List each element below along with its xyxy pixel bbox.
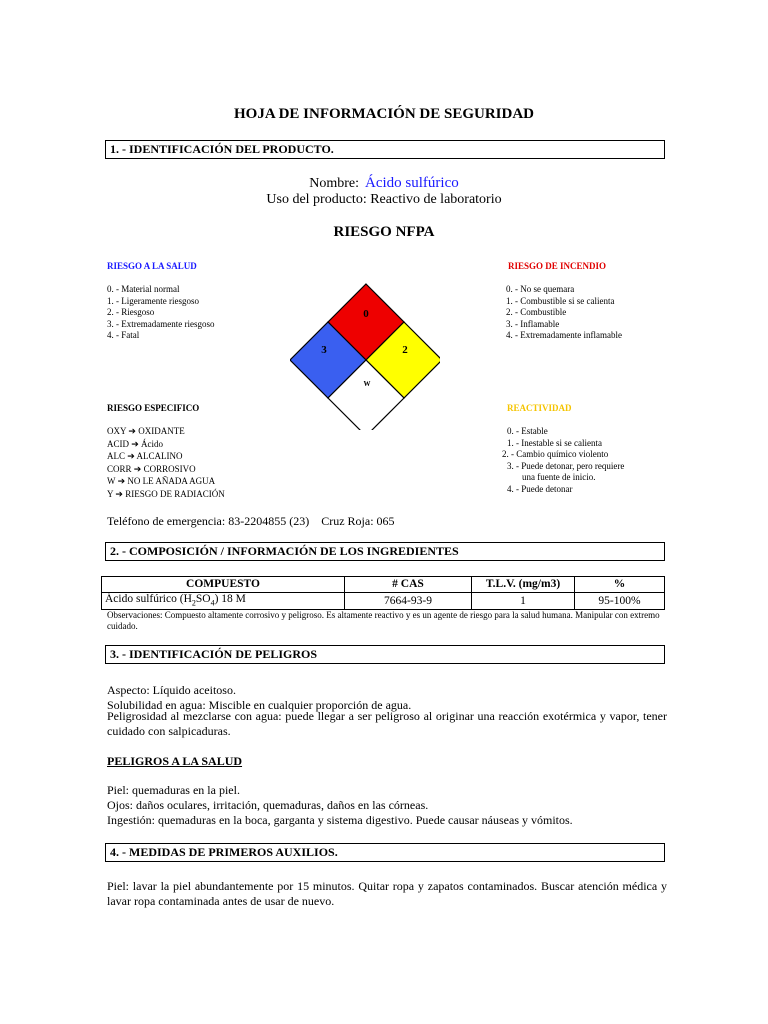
table-row (102, 593, 665, 610)
section-3-heading: 3. - IDENTIFICACIÓN DE PELIGROS (105, 645, 665, 664)
specific-risk-code: OXY (107, 426, 129, 436)
column-header-percent: % (575, 577, 665, 593)
reactivity-list-item: 0. - Estable (507, 426, 548, 436)
specific-risk-code: ALC (107, 451, 128, 461)
specific-risk-heading: RIESGO ESPECIFICO (107, 403, 200, 413)
arrow-right-icon: ➔ (133, 464, 142, 475)
reactivity-list (502, 426, 624, 495)
first-aid-skin-text: Piel: lavar la piel abundantemente por 15 minutos. Quitar ropa y zapatos contaminados. Buscar atención médica y lavar ropa contaminada antes de usar de nuevo. (107, 879, 667, 908)
health-risk-list-item: 1. - Ligeramente riesgoso (107, 295, 199, 306)
nfpa-reactivity-value: 2 (402, 344, 408, 356)
column-header-cas: # CAS (345, 577, 472, 593)
specific-risk-code: W (107, 476, 118, 486)
specific-risk-label: ALCALINO (134, 451, 183, 461)
section-1-heading: 1. - IDENTIFICACIÓN DEL PRODUCTO. (105, 140, 665, 159)
health-risk-list-item: 4. - Fatal (107, 330, 140, 340)
tlv-cell: 1 (472, 593, 575, 610)
reactivity-list-item: 2. - Cambio químico violento (502, 449, 609, 459)
nfpa-special-value: W (363, 380, 371, 388)
specific-risk-item (107, 464, 225, 477)
observations: Observaciones: Compuesto altamente corrosivo y peligroso. Es altamente reactivo y es un agente de riesgo para la salud humana. Manipular con extremo cuidado. (107, 610, 660, 631)
aspect-text: Aspecto: Líquido aceitoso. (107, 683, 236, 697)
specific-risk-code: CORR (107, 463, 134, 474)
column-header-tlv: T.L.V. (mg/m3) (472, 577, 575, 593)
danger-text: Peligrosidad al mezclarse con agua: puede llegar a ser peligroso al originar una reacción exotérmica y vapor, tener cuidado con salpicaduras. (107, 709, 667, 738)
specific-risk-label: NO LE AÑADA AGUA (125, 476, 216, 486)
specific-risk-label: RIESGO DE RADIACIÓN (122, 488, 225, 499)
solubility-text: Solubilidad en agua: Miscible en cualquier proporción de agua. (107, 698, 412, 712)
product-use: Uso del producto: Reactivo de laboratorio (266, 192, 502, 207)
nfpa-title: RIESGO NFPA (333, 224, 435, 240)
fire-risk-list-item: 3. - Inflamable (506, 318, 560, 329)
product-name-line (0, 175, 768, 192)
fire-risk-list-item: 2. - Combustible (506, 307, 567, 317)
section-4-heading: 4. - MEDIDAS DE PRIMEROS AUXILIOS. (105, 843, 665, 862)
specific-risk-label: OXIDANTE (135, 426, 185, 436)
percent-cell: 95-100% (575, 593, 665, 610)
health-hazards-heading: PELIGROS A LA SALUD (107, 754, 243, 768)
arrow-right-icon: ➔ (115, 489, 123, 500)
specific-risk-code: ACID (107, 438, 132, 449)
health-risk-list (107, 284, 214, 342)
health-risk-list-item: 3. - Extremadamente riesgoso (107, 318, 215, 329)
specific-risk-item (107, 489, 225, 502)
product-name: Ácido sulfúrico (365, 175, 459, 191)
arrow-right-icon: ➔ (127, 452, 135, 462)
reactivity-heading: REACTIVIDAD (507, 403, 572, 413)
specific-risk-code: Y (107, 488, 116, 499)
fire-risk-heading: RIESGO DE INCENDIO (508, 261, 607, 271)
fire-risk-list-item: 4. - Extremadamente inflamable (506, 330, 622, 340)
specific-risk-label: CORROSIVO (141, 463, 196, 474)
nfpa-fire-value: 0 (363, 308, 369, 320)
nfpa-health-value: 3 (321, 344, 327, 356)
reactivity-list-item: 3. - Puede detonar, pero requiere (507, 460, 625, 471)
specific-risk-item (107, 451, 225, 464)
health-risk-heading: RIESGO A LA SALUD (107, 261, 197, 271)
nfpa-diamond (290, 280, 440, 430)
composition-table (101, 576, 665, 610)
section-2-heading: 2. - COMPOSICIÓN / INFORMACIÓN DE LOS INGREDIENTES (105, 542, 665, 561)
fire-risk-list (506, 284, 622, 342)
health-risk-list-item: 0. - Material normal (107, 284, 180, 294)
fire-risk-list-item: 1. - Combustible si se calienta (506, 295, 615, 306)
specific-risk-item (107, 426, 225, 439)
reactivity-list-item: 4. - Puede detonar (507, 483, 573, 494)
emergency-phone: Teléfono de emergencia: 83-2204855 (23) Cruz Roja: 065 (107, 514, 395, 528)
document-title: HOJA DE INFORMACIÓN DE SEGURIDAD (233, 106, 535, 122)
specific-risk-label: Ácido (138, 438, 164, 449)
product-name-label: Nombre: (309, 176, 360, 191)
table-header-row (102, 577, 665, 593)
specific-risk-item (107, 476, 225, 489)
reactivity-list-item: una fuente de inicio. (522, 472, 596, 482)
column-header-compound: COMPUESTO (102, 577, 345, 593)
reactivity-list-item: 1. - Inestable si se calienta (507, 437, 602, 448)
compound-cell: Ácido sulfúrico $(H_2SO_4)$ 18 M (102, 593, 345, 610)
specific-risk-list (107, 426, 225, 501)
arrow-right-icon: ➔ (131, 439, 139, 450)
eyes-text: Ojos: daños oculares, irritación, quemaduras, daños en las córneas. (107, 798, 429, 812)
specific-risk-item (107, 439, 225, 452)
arrow-right-icon: ➔ (117, 477, 126, 487)
skin-text: Piel: quemaduras en la piel. (107, 783, 240, 797)
cas-cell: 7664-93-9 (345, 593, 472, 610)
arrow-right-icon: ➔ (128, 427, 136, 437)
fire-risk-list-item: 0. - No se quemara (506, 284, 575, 294)
ingestion-text: Ingestión: quemaduras en la boca, garganta y sistema digestivo. Puede causar náuseas y vómitos. (107, 813, 573, 827)
health-risk-list-item: 2. - Riesgoso (107, 307, 155, 317)
